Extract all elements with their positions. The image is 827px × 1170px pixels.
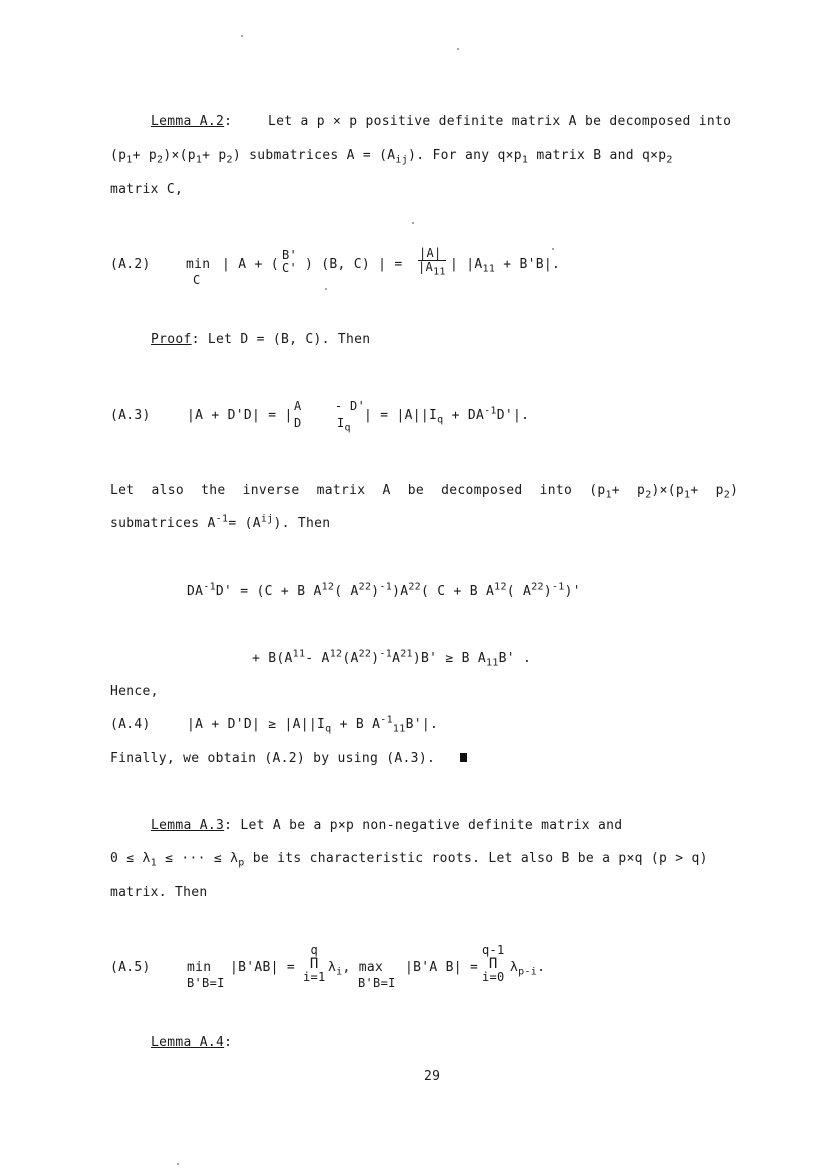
eq-a5-max-under: B'B=I <box>358 976 396 990</box>
eq-a5-min-under: B'B=I <box>187 976 225 990</box>
proof-line: Proof: Let D = (B, C). Then <box>151 332 371 347</box>
eq-a3-m12: - D' <box>335 399 366 413</box>
eq-a4-body: $|A + D'D| \ge |A||I_q + B$ $A^{-1}_{11}B'|$. <box>187 714 439 735</box>
lemma-a2-line2: $(p_1+ p_2)\times(p_1+ p_2)$ submatrices $A = (A_{ij})$. For any $q\times p_1$ matrix B and $q\times p_2$ <box>110 148 673 166</box>
eq-a2-body: | A + ( <box>222 257 279 272</box>
eq-a5-prod1: q Π i=1 <box>303 943 326 985</box>
lemma-a3-line2: $0 \le \lambda_1$ ≤ ··· ≤ $\lambda_p$ be its characteristic roots. Let also B be a p×q (p > q) <box>110 851 708 869</box>
hence-text: Hence, <box>110 684 159 699</box>
eq-a5-lambda2: $\lambda_{p-i}$. <box>510 960 546 978</box>
eq-a5-part1: |B'AB| = <box>230 960 296 975</box>
eq-a5-lambda1: $\lambda_i$, max <box>328 960 384 978</box>
eq-a2-rest: | $|A_{11} + B'B|$. <box>450 257 561 275</box>
eq-a2-fraction <box>418 246 446 278</box>
eq-a3-left: |A + D'D| = | <box>187 408 293 423</box>
eq-a2-vector: B' C' <box>282 248 298 275</box>
eq-a2-numerator: |A| <box>418 247 446 261</box>
lemma-a2-colon: : <box>224 114 233 129</box>
para-inverse-line2: submatrices $A^{-1}= (A^{ij})$. Then <box>110 513 331 531</box>
lemma-a2-intro: Let a p × p positive definite matrix A be decomposed into <box>268 114 732 129</box>
lemma-a2-title: Lemma A.2 <box>151 114 225 129</box>
eq-a5-min: min <box>187 960 212 975</box>
eq-a3-m22: $I_q$ <box>337 416 351 434</box>
page-number: 29 <box>424 1069 441 1084</box>
lemma-a4-title: Lemma A.4 <box>151 1035 225 1050</box>
scan-speck <box>457 48 459 50</box>
lemma-a3-title: Lemma A.3 <box>151 818 225 833</box>
eq-a2-body2: ) (B, C) | = <box>305 257 403 272</box>
eq-a5-label: (A.5) <box>110 960 151 975</box>
qed-square-icon <box>460 753 467 762</box>
eq-a3-right: | = $|A||I_q + DA^{-1}D'|$. <box>364 405 530 426</box>
eq-da-line1: $DA^{-1}D' = (C + B$ $A^{12}$( $A^{22})^{-1})A^{22}$( C + B $A^{12}$( $A^{22})^{-1})'$ <box>187 581 581 599</box>
eq-a5-part2: |B'A B| = <box>405 960 479 975</box>
eq-a2-label: (A.2) <box>110 257 151 272</box>
eq-a2-denominator: $|A_{11}$ <box>418 260 446 278</box>
scan-speck <box>177 1163 179 1165</box>
scan-speck <box>241 35 243 37</box>
eq-a4-label: (A.4) <box>110 717 151 732</box>
scan-speck <box>412 222 414 224</box>
proof-label: Proof <box>151 332 192 347</box>
lemma-a3-line1: Lemma A.3: Let A be a p×p non-negative definite matrix and <box>151 818 623 833</box>
eq-a3-m21: D <box>294 416 302 430</box>
eq-a3-label: (A.3) <box>110 408 151 423</box>
eq-a3-m11: A <box>294 399 302 413</box>
eq-a2-min: min <box>186 257 211 272</box>
scan-speck <box>325 288 327 290</box>
eq-da-line2: + $B(A^{11}-$ $A^{12}(A^{22})^{-1}A^{21})B' \ge B$ $A_{11}B'$ . <box>252 648 532 669</box>
lemma-a4-heading: Lemma A.4: <box>151 1035 233 1050</box>
lemma-a3-line3: matrix. Then <box>110 885 208 900</box>
eq-a5-prod2: q-1 Π i=0 <box>482 943 505 985</box>
lemma-a2-line3: matrix C, <box>110 182 184 197</box>
finally-text: Finally, we obtain (A.2) by using (A.3). <box>110 751 436 766</box>
lemma-a2-heading <box>151 115 232 128</box>
eq-a2-min-under: C <box>193 273 201 287</box>
para-inverse-line1: Let also the inverse matrix A be decomposed into $(p_1+ p_2)\times(p_1+ p_2)$ <box>110 483 739 501</box>
scan-speck <box>552 248 554 250</box>
